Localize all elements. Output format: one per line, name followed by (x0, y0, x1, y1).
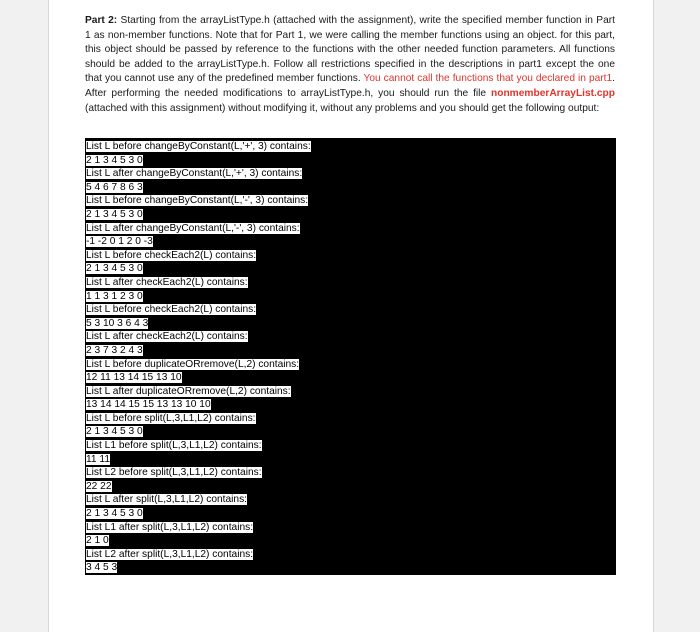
output-line-text: List L1 before split(L,3,L1,L2) contains: (86, 440, 262, 452)
part-label: Part 2: (85, 15, 118, 26)
output-line (86, 344, 616, 358)
output-line-text: List L before duplicateORremove(L,2) contains: (86, 358, 300, 370)
output-line (86, 208, 616, 222)
output-line-text: 3 4 5 3 (86, 562, 118, 574)
output-line (86, 398, 616, 412)
output-line (86, 249, 616, 263)
output-line (86, 466, 616, 480)
document-page (48, 0, 654, 632)
output-line (86, 167, 616, 181)
output-line (86, 371, 616, 385)
output-line-text: 2 1 0 (86, 535, 109, 547)
output-line-text: 1 1 3 1 2 3 0 (86, 290, 143, 302)
filename: nonmemberArrayList.cpp (491, 87, 615, 99)
output-line (86, 222, 616, 236)
instructions-text-2: . After performing the needed modifications to arrayListType.h, you should run the file (85, 73, 616, 99)
output-line-text: List L1 after split(L,3,L1,L2) contains: (86, 521, 254, 533)
output-line (86, 154, 616, 168)
output-line (86, 548, 616, 562)
output-line-text: 11 11 (86, 453, 110, 465)
output-line (86, 534, 616, 548)
output-line-text: -1 -2 0 1 2 0 -3 (86, 236, 153, 248)
output-line-text: List L after changeByConstant(L,'-', 3) contains: (86, 222, 300, 234)
output-line (86, 412, 616, 426)
output-line-text: List L before checkEach2(L) contains: (86, 304, 257, 316)
output-line (86, 330, 616, 344)
instructions-text-1: Starting from the arrayListType.h (attached with the assignment), write the specified member function in Part 1 as non-member functions. Note that for Part 1, we were calling the member functions using an object. for this part, this object should be passed by reference to the functions with the other needed function parameters. All functions should be added to the arrayListType.h. Follow all restrictions specified in the descriptions in part1 except the one that you cannot use any of the predefined member functions. (85, 15, 615, 85)
output-line (86, 317, 616, 331)
output-line (86, 425, 616, 439)
output-line-text: 2 1 3 4 5 3 0 (86, 426, 143, 438)
output-line-text: List L after duplicateORremove(L,2) contains: (86, 385, 291, 397)
output-line-text: 2 1 3 4 5 3 0 (86, 208, 143, 220)
output-line (86, 521, 616, 535)
output-line-text: 5 4 6 7 8 6 3 (86, 181, 143, 193)
output-line-text: 13 14 14 15 15 13 13 10 10 (86, 399, 211, 411)
output-line-text: List L before changeByConstant(L,'+', 3) contains: (86, 141, 311, 152)
output-line (86, 303, 616, 317)
restriction-note: You cannot call the functions that you declared in part1 (363, 73, 613, 85)
output-line (86, 358, 616, 372)
output-line (86, 181, 616, 195)
output-line (86, 262, 616, 276)
output-line (86, 561, 616, 575)
output-line (86, 385, 616, 399)
instructions-text-3: (attached with this assignment) without modifying it, without any problems and you should get the following output: (85, 102, 600, 114)
output-line (86, 235, 616, 249)
output-line (86, 507, 616, 521)
output-line-text: 12 11 13 14 15 13 10 (86, 372, 182, 384)
output-line-text: List L after checkEach2(L) contains: (86, 276, 248, 288)
output-line-text: List L2 after split(L,3,L1,L2) contains: (86, 548, 254, 560)
output-line (86, 480, 616, 494)
output-line-text: List L before split(L,3,L1,L2) contains: (86, 412, 256, 424)
output-line (86, 276, 616, 290)
output-line-text: 2 1 3 4 5 3 0 (86, 508, 143, 520)
output-line-text: List L before checkEach2(L) contains: (86, 249, 257, 261)
output-line (86, 453, 616, 467)
output-line (86, 290, 616, 304)
output-line (86, 493, 616, 507)
output-line-text: 2 3 7 3 2 4 3 (86, 344, 143, 356)
output-line-text: List L after split(L,3,L1,L2) contains: (86, 494, 248, 506)
output-line (86, 439, 616, 453)
output-line-text: List L after checkEach2(L) contains: (86, 331, 248, 343)
instructions-paragraph (85, 14, 615, 116)
output-line-text: 5 3 10 3 6 4 3 (86, 317, 149, 329)
output-line-text: 22 22 (86, 480, 112, 492)
output-line-text: 2 1 3 4 5 3 0 (86, 263, 143, 275)
output-line (86, 194, 616, 208)
output-console (85, 138, 616, 575)
output-line (86, 140, 616, 154)
output-line-text: List L2 before split(L,3,L1,L2) contains: (86, 467, 262, 479)
output-line-text: 2 1 3 4 5 3 0 (86, 154, 143, 166)
output-line-text: List L before changeByConstant(L,'-', 3) contains: (86, 195, 309, 207)
output-line-text: List L after changeByConstant(L,'+', 3) contains: (86, 168, 303, 180)
